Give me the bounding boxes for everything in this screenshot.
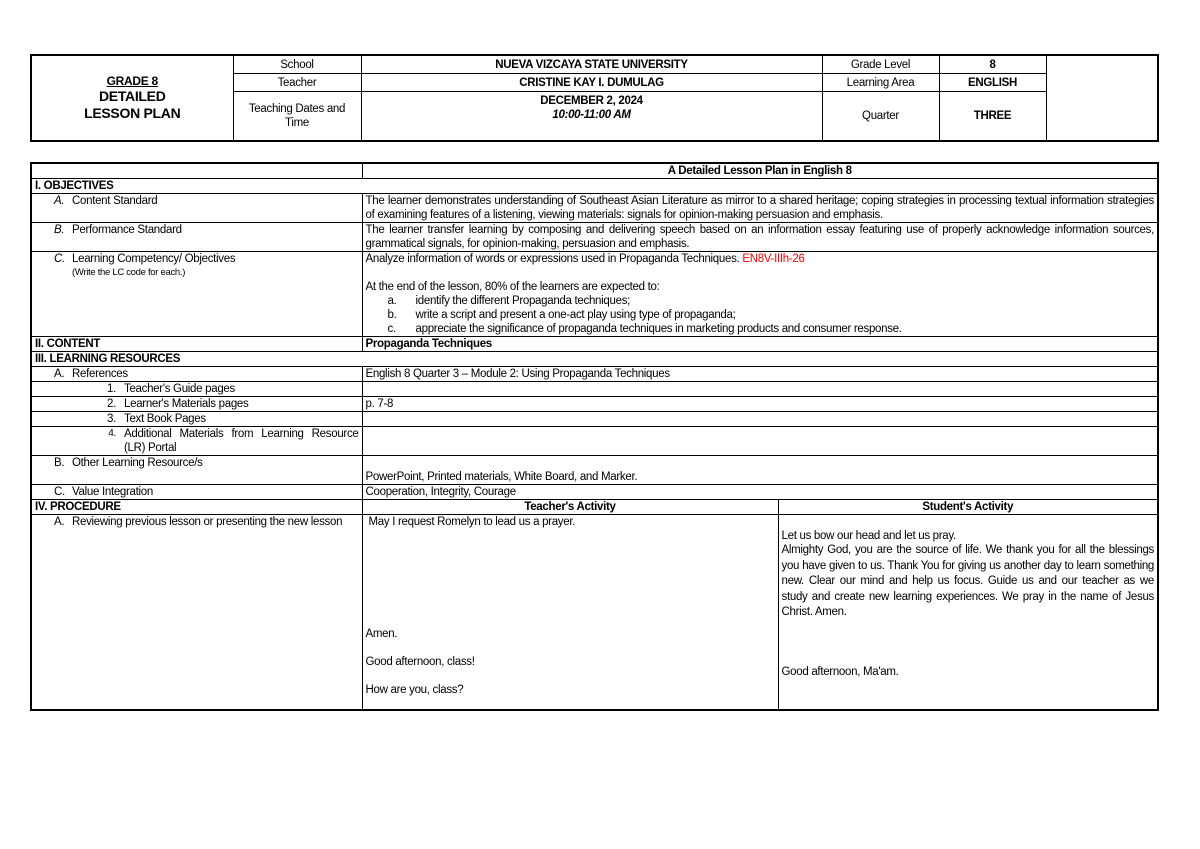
teacher-value: CRISTINE KAY I. DUMULAG: [361, 74, 822, 92]
objective-item: c. appreciate the significance of propaganda techniques in marketing products and consumer response.: [387, 323, 902, 335]
teacher-prayer-request: May I request Romelyn to lead us a prayer.: [368, 516, 576, 528]
other-resources-label-cell: [31, 456, 362, 485]
quarter-label: Quarter: [822, 92, 939, 142]
student-activity-heading: Student's Activity: [778, 500, 1158, 515]
procedure-heading: IV. PROCEDURE: [31, 500, 362, 515]
competency-letter: C.: [54, 253, 65, 265]
procedure-step-cell: [31, 515, 362, 711]
date-value: DECEMBER 2, 2024: [540, 95, 643, 107]
title-line-1: DETAILED: [98, 88, 166, 104]
teacher-activity-heading: Teacher's Activity: [362, 500, 778, 515]
references-label-cell: [31, 367, 362, 382]
references-letter: A.: [54, 368, 65, 380]
plan-title-blank: [31, 163, 362, 179]
competency-label: Learning Competency/ Objectives: [72, 253, 236, 265]
competency-note: (Write the LC code for each.): [72, 267, 186, 278]
content-heading: II. CONTENT: [31, 337, 362, 352]
value-integration-label-cell: [31, 485, 362, 500]
school-label: School: [233, 55, 361, 74]
quarter-value: THREE: [939, 92, 1046, 142]
teacher-amen: Amen.: [365, 628, 398, 640]
content-value: Propaganda Techniques: [362, 337, 1158, 352]
teacher-how-are-you: How are you, class?: [365, 684, 464, 696]
header-blank-cell: [1046, 55, 1158, 141]
lesson-plan-table: [30, 162, 1159, 711]
procedure-step-label: Reviewing previous lesson or presenting the new lesson: [72, 516, 343, 528]
teacher-activity-cell: [362, 515, 778, 711]
content-standard-letter: A.: [54, 195, 65, 207]
title-line-2: LESSON PLAN: [84, 105, 181, 121]
performance-standard-letter: B.: [54, 224, 65, 236]
resource-item: 3. Text Book Pages: [31, 412, 362, 427]
performance-standard-label-cell: [31, 223, 362, 252]
competency-code: EN8V-IIIh-26: [742, 253, 805, 265]
value-integration-value: Cooperation, Integrity, Courage: [362, 485, 1158, 500]
references-label: References: [72, 368, 128, 380]
student-greeting: Good afternoon, Ma'am.: [781, 665, 899, 678]
content-standard-text: The learner demonstrates understanding of Southeast Asian Literature as mirror to a shared heritage; coping strategies in processing textual information strategies of examining features of a listening, viewing materials: signals for opinion-making persuasion and emphasis.: [362, 194, 1158, 223]
learning-area-value: ENGLISH: [939, 74, 1046, 92]
references-value: English 8 Quarter 3 – Module 2: Using Propaganda Techniques: [362, 367, 1158, 382]
other-resources-letter: B.: [54, 457, 65, 469]
resource-item: 4. Additional Materials from Learning Resource (LR) Portal: [31, 427, 362, 456]
grade-line: GRADE 8: [106, 74, 158, 88]
value-integration-letter: C.: [54, 486, 65, 498]
student-activity-cell: [778, 515, 1158, 711]
other-resources-value: PowerPoint, Printed materials, White Board, and Marker.: [362, 456, 1158, 485]
dates-cell: [361, 92, 822, 142]
lesson-plan-title-cell: [31, 55, 233, 141]
competency-text: Analyze information of words or expressions used in Propaganda Techniques.: [365, 253, 740, 265]
plan-title: A Detailed Lesson Plan in English 8: [362, 163, 1158, 179]
objectives-list: [366, 294, 1155, 336]
teacher-label: Teacher: [233, 74, 361, 92]
competency-cell: [362, 252, 1158, 337]
objectives-intro: At the end of the lesson, 80% of the learners are expected to:: [365, 281, 660, 293]
resource-item: 1. Teacher's Guide pages: [31, 382, 362, 397]
objectives-heading: I. OBJECTIVES: [31, 179, 1158, 194]
student-bow: Let us bow our head and let us pray.: [781, 530, 956, 542]
time-value: 10:00-11:00 AM: [552, 109, 631, 121]
objective-item: a. identify the different Propaganda techniques;: [387, 295, 631, 307]
value-integration-label: Value Integration: [72, 486, 153, 498]
content-standard-label: Content Standard: [72, 195, 158, 207]
school-value: NUEVA VIZCAYA STATE UNIVERSITY: [361, 55, 822, 74]
learning-area-label: Learning Area: [822, 74, 939, 92]
procedure-step-letter: A.: [54, 516, 65, 528]
student-prayer: Almighty God, you are the source of life. We thank you for all the blessings you have given to us. Thank You for giving us another day to learn something new. Clear our mind and help us focus. Guide us and our teacher as we study and create new learning experiences. We pray in the name of Jesus Christ. Amen.: [781, 544, 1155, 618]
resource-item-value: [362, 382, 1158, 397]
resource-item-value: [362, 412, 1158, 427]
resource-item: 2. Learner's Materials pages: [31, 397, 362, 412]
other-resources-label: Other Learning Resource/s: [72, 457, 203, 469]
resource-item-value: p. 7-8: [362, 397, 1158, 412]
header-table: [30, 54, 1159, 142]
dates-label: Teaching Dates and Time: [233, 92, 361, 142]
competency-label-cell: [31, 252, 362, 337]
grade-level-label: Grade Level: [822, 55, 939, 74]
resources-heading: III. LEARNING RESOURCES: [31, 352, 1158, 367]
performance-standard-text: The learner transfer learning by composing and delivering speech based on an information essay featuring use of properly acknowledge information sources, grammatical signals, for opinion-making, persuasion and emphasis.: [362, 223, 1158, 252]
resource-item-value: [362, 427, 1158, 456]
teacher-greeting: Good afternoon, class!: [365, 656, 475, 668]
content-standard-label-cell: [31, 194, 362, 223]
performance-standard-label: Performance Standard: [72, 224, 182, 236]
objective-item: b. write a script and present a one-act play using type of propaganda;: [387, 309, 736, 321]
grade-level-value: 8: [939, 55, 1046, 74]
